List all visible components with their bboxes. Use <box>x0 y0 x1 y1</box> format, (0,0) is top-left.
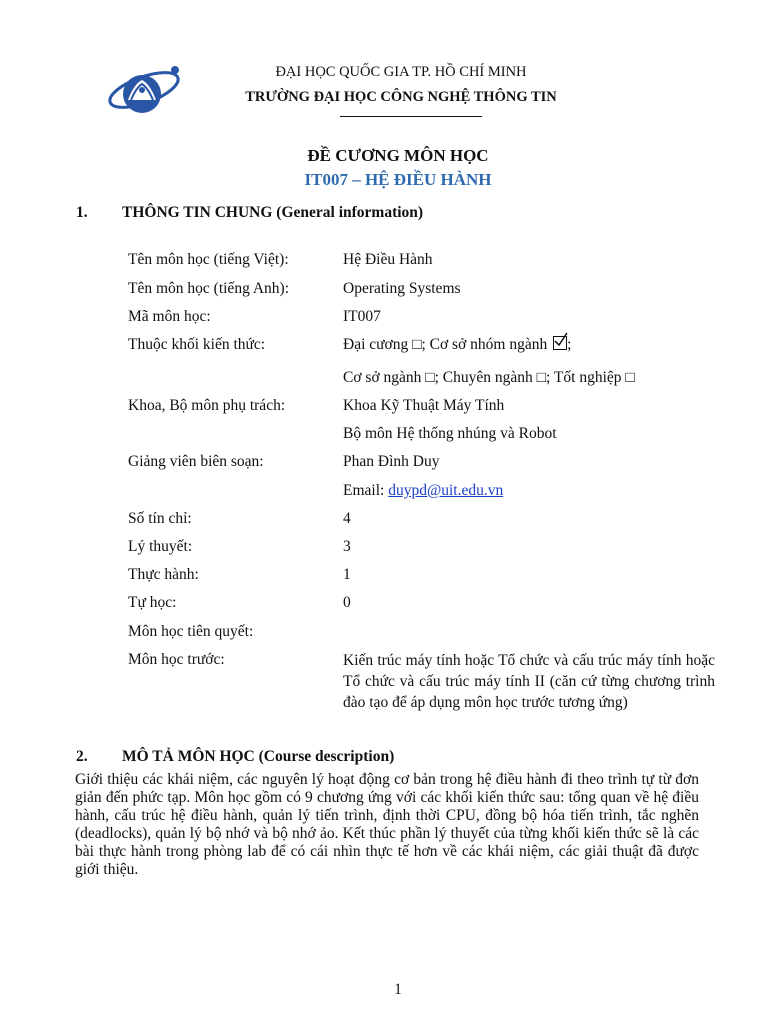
faculty-value: Khoa Kỹ Thuật Máy Tính <box>343 397 505 414</box>
lecturer-label: Giảng viên biên soạn: <box>128 453 264 470</box>
self-study-label: Tự học: <box>128 594 177 611</box>
previous-course-label: Môn học trước: <box>128 651 225 668</box>
email-link[interactable]: duypd@uit.edu.vn <box>388 482 504 499</box>
knowledge-block-label: Thuộc khối kiến thức: <box>128 336 266 353</box>
email-label: Email: <box>343 482 389 499</box>
course-description: Giới thiệu các khái niệm, các nguyên lý hoạt động cơ bản trong hệ điều hành đi theo trình tự từ đơn giản đến phức tạp. Môn học gồm có 9 chương ứng với các khối kiến thức sau: tổng quan về hệ điều hành, cấu trúc hệ điều hành, quản lý tiến trình, định thời CPU, đồng bộ hóa tiến trình, tắc nghẽn (deadlocks), quản lý bộ nhớ và bộ nhớ ảo. Kết thúc phần lý thuyết của từng khối kiến thức sẽ là các bài thực hành trong phòng lab để có cái nhìn thực tế hơn về các khái niệm, các giải thuật đã được giới thiệu. <box>75 771 699 878</box>
section-2-title: MÔ TẢ MÔN HỌC (Course description) <box>122 748 395 765</box>
credits-value: 4 <box>343 510 351 527</box>
course-name-en-label: Tên môn học (tiếng Anh): <box>128 280 289 297</box>
lecturer-email-line <box>343 482 503 500</box>
practice-label: Thực hành: <box>128 566 199 583</box>
university-name: ĐẠI HỌC QUỐC GIA TP. HỒ CHÍ MINH <box>275 64 527 80</box>
course-code-value: IT007 <box>343 308 381 325</box>
knowledge-block-options-1: Đại cương □; Cơ sở nhóm ngành <box>343 336 548 353</box>
page-number: 1 <box>394 981 402 998</box>
document-title: ĐỀ CƯƠNG MÔN HỌC <box>307 146 489 165</box>
section-1-title: THÔNG TIN CHUNG (General information) <box>122 204 424 221</box>
school-name: TRƯỜNG ĐẠI HỌC CÔNG NGHỆ THÔNG TIN <box>245 89 557 105</box>
theory-value: 3 <box>343 538 351 555</box>
department-value: Bộ môn Hệ thống nhúng và Robot <box>343 425 557 442</box>
credits-label: Số tín chỉ: <box>128 510 192 527</box>
checked-box-icon <box>553 336 567 350</box>
course-subtitle: IT007 – HỆ ĐIỀU HÀNH <box>304 170 492 189</box>
course-name-en-value: Operating Systems <box>343 280 461 297</box>
department-label: Khoa, Bộ môn phụ trách: <box>128 397 286 414</box>
course-code-label: Mã môn học: <box>128 308 211 325</box>
lecturer-value: Phan Đình Duy <box>343 453 440 470</box>
prerequisite-label: Môn học tiên quyết: <box>128 623 254 640</box>
knowledge-block-line-1 <box>343 336 571 354</box>
knowledge-block-semicolon: ; <box>567 336 572 353</box>
theory-label: Lý thuyết: <box>128 538 193 555</box>
course-name-vi-value: Hệ Điều Hành <box>343 251 433 268</box>
previous-course-value: Kiến trúc máy tính hoặc Tổ chức và cấu trúc máy tính hoặc Tổ chức và cấu trúc máy tính II (căn cứ từng chương trình đào tạo để áp dụng môn học trước tương ứng) <box>343 652 715 711</box>
practice-value: 1 <box>343 566 351 583</box>
header-divider <box>340 116 482 117</box>
course-name-vi-label: Tên môn học (tiếng Việt): <box>128 251 289 268</box>
section-2-number: 2. <box>76 748 88 765</box>
self-study-value: 0 <box>343 594 351 611</box>
section-1-number: 1. <box>76 204 88 221</box>
knowledge-block-line-2: Cơ sở ngành □; Chuyên ngành □; Tốt nghiệp □ <box>343 369 635 386</box>
